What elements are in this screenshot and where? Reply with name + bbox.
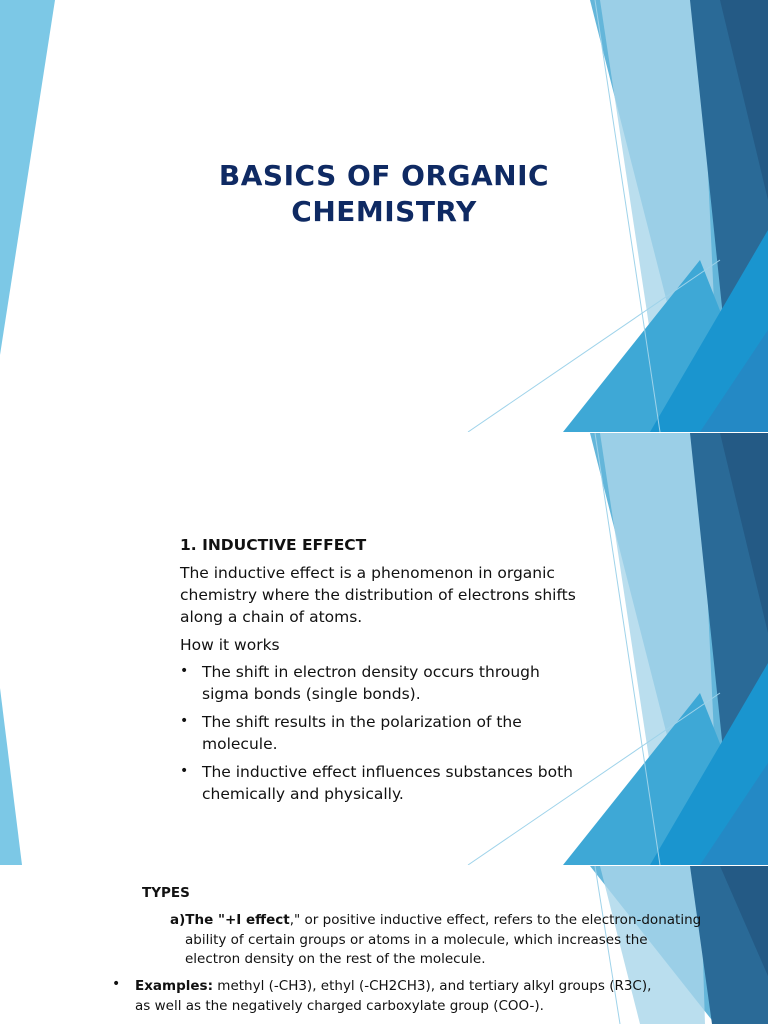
section-heading: 1. INDUCTIVE EFFECT xyxy=(180,536,367,554)
list-item: • The inductive effect influences substances both chemically and physically. xyxy=(180,763,574,803)
bullet-icon: • xyxy=(180,713,189,729)
type-a-term: The "+I effect xyxy=(185,912,290,928)
type-a-marker: a) xyxy=(170,912,186,928)
subheading: How it works xyxy=(180,636,280,654)
bullet-icon: • xyxy=(180,763,189,779)
list-item: • The shift in electron density occurs through sigma bonds (single bonds). xyxy=(180,663,540,703)
slide-title xyxy=(0,0,768,432)
bullet-list xyxy=(180,662,580,805)
slide-inductive-effect xyxy=(0,433,768,865)
bullet-icon: • xyxy=(112,976,121,992)
examples-label: Examples: xyxy=(135,978,213,994)
examples-item xyxy=(112,976,652,1016)
slide-body xyxy=(180,536,580,812)
intro-paragraph: The inductive effect is a phenomenon in organic chemistry where the distribution of electrons shifts along a chain of atoms. xyxy=(180,564,576,626)
list-item: • The shift results in the polarization of the molecule. xyxy=(180,713,522,753)
examples-text: methyl (-CH3), ethyl (-CH2CH3), and tertiary alkyl groups (R3C), as well as the negatively charged carboxylate group (COO-). xyxy=(135,978,652,1014)
types-heading: TYPES xyxy=(142,885,190,901)
type-a-text: ," or positive inductive effect, refers to the electron-donating ability of certain groups or atoms in a molecule, which increases the electron density on the rest of the molecule. xyxy=(185,912,702,967)
bullet-icon: • xyxy=(180,663,189,679)
type-a-paragraph xyxy=(170,911,705,970)
slide-title-text: BASICS OF ORGANIC CHEMISTRY xyxy=(218,159,550,228)
slide-types xyxy=(0,866,768,1024)
